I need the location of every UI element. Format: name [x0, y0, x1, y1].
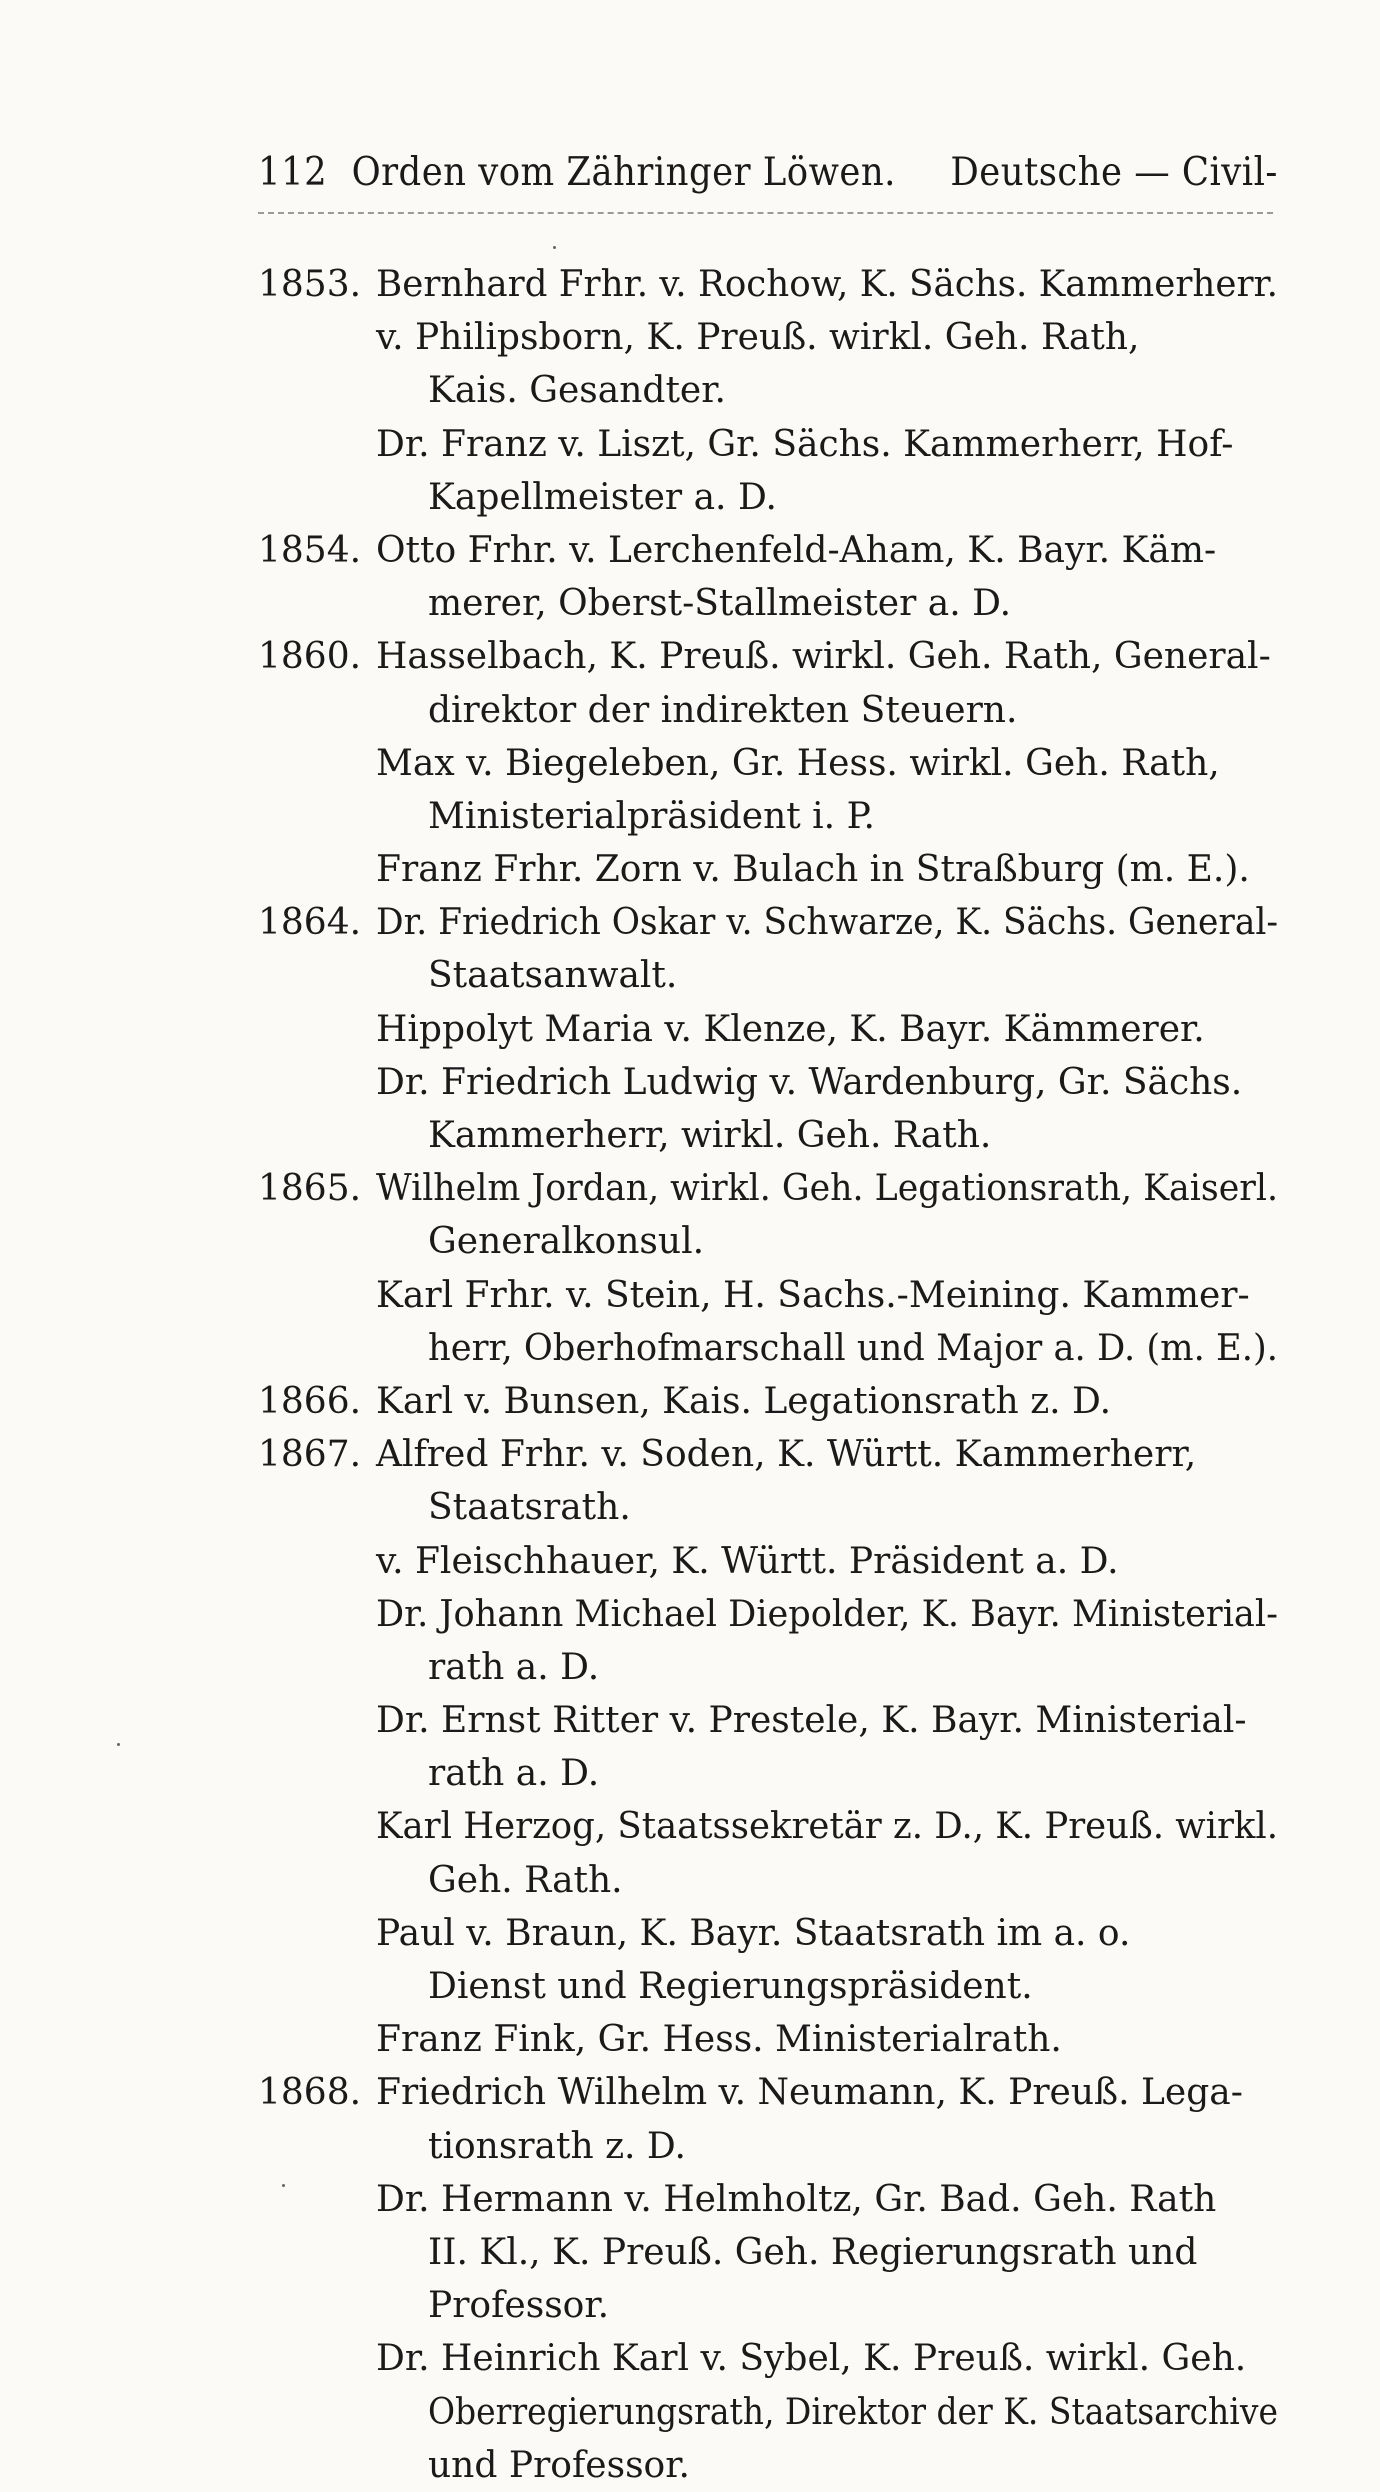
header-title: Orden vom Zähringer Löwen.: [351, 150, 896, 195]
entry-text: merer, Oberst-Stallmeister a. D.: [428, 583, 1012, 625]
entry-text: Hippolyt Maria v. Klenze, K. Bayr. Kämmerer.: [376, 1008, 1205, 1050]
entry-year: 1868.: [258, 2072, 362, 2114]
entry-line: [258, 1215, 1278, 1268]
entry-line: [258, 1800, 1278, 1853]
entry-text: Staatsanwalt.: [428, 955, 678, 997]
header-rule: [258, 212, 1273, 214]
entry-line: [258, 1694, 1278, 1747]
print-speck: [553, 246, 556, 249]
entry-text: Wilhelm Jordan, wirkl. Geh. Legationsrath, Kaiserl.: [376, 1168, 1279, 1210]
entry-line: [258, 790, 1278, 843]
page-number: 112: [258, 150, 328, 195]
entry-text: v. Fleischhauer, K. Württ. Präsident a. D.: [376, 1540, 1119, 1582]
entry-year: 1867.: [258, 1434, 362, 1476]
entry-line: [258, 2279, 1278, 2332]
entry-text: direktor der indirekten Steuern.: [428, 689, 1018, 731]
entry-line: [258, 2226, 1278, 2279]
entry-text: Dr. Friedrich Ludwig v. Wardenburg, Gr. Sächs.: [376, 1061, 1243, 1103]
entry-text: Paul v. Braun, K. Bayr. Staatsrath im a. o.: [376, 1912, 1131, 1954]
entry-line: [258, 418, 1278, 471]
entry-line: [258, 2066, 1278, 2119]
entry-line: [258, 2332, 1278, 2385]
entry-line: [258, 471, 1278, 524]
entry-text: Oberregierungsrath, Direktor der K. Staatsarchive: [428, 2391, 1278, 2433]
entry-line: [258, 949, 1278, 1002]
entry-line: [258, 2173, 1278, 2226]
entry-line: [258, 1003, 1278, 1056]
entry-line: [258, 1056, 1278, 1109]
entry-line: [258, 2386, 1278, 2439]
entry-line: [258, 2120, 1278, 2173]
entry-text: Hasselbach, K. Preuß. wirkl. Geh. Rath, General-: [376, 636, 1271, 678]
entry-line: [258, 364, 1278, 417]
entry-text: Dr. Johann Michael Diepolder, K. Bayr. Ministerial-: [376, 1593, 1278, 1635]
entry-text: Kais. Gesandter.: [428, 370, 726, 412]
entry-text: v. Philipsborn, K. Preuß. wirkl. Geh. Rath,: [376, 317, 1140, 359]
print-speck: [117, 1743, 120, 1746]
entry-line: [258, 1747, 1278, 1800]
entry-line: [258, 1907, 1278, 1960]
entry-text: Franz Fink, Gr. Hess. Ministerialrath.: [376, 2019, 1062, 2061]
entry-text: Dr. Franz v. Liszt, Gr. Sächs. Kammerherr, Hof-: [376, 423, 1234, 465]
entry-list: [258, 258, 1278, 2492]
entry-line: [258, 2013, 1278, 2066]
header-section: Deutsche — Civil-: [950, 150, 1278, 195]
entry-line: [258, 1109, 1278, 1162]
entry-text: Alfred Frhr. v. Soden, K. Württ. Kammerherr,: [376, 1434, 1197, 1476]
entry-line: [258, 630, 1278, 683]
entry-text: Ministerialpräsident i. P.: [428, 795, 875, 837]
entry-line: [258, 1535, 1278, 1588]
entry-line: [258, 1428, 1278, 1481]
entry-text: Geh. Rath.: [428, 1859, 623, 1901]
entry-text: Karl v. Bunsen, Kais. Legationsrath z. D.: [376, 1380, 1112, 1422]
entry-year: 1866.: [258, 1380, 362, 1422]
entry-text: Dr. Heinrich Karl v. Sybel, K. Preuß. wirkl. Geh.: [376, 2338, 1247, 2380]
entry-year: 1865.: [258, 1168, 362, 1210]
entry-text: rath a. D.: [428, 1753, 600, 1795]
entry-year: 1864.: [258, 902, 362, 944]
entry-line: [258, 684, 1278, 737]
entry-line: [258, 896, 1278, 949]
entry-line: [258, 311, 1278, 364]
entry-year: 1854.: [258, 529, 362, 571]
entry-text: II. Kl., K. Preuß. Geh. Regierungsrath und: [428, 2231, 1198, 2273]
entry-line: [258, 258, 1278, 311]
entry-text: Dr. Ernst Ritter v. Prestele, K. Bayr. Ministerial-: [376, 1700, 1247, 1742]
entry-text: Generalkonsul.: [428, 1221, 705, 1263]
entry-text: Franz Frhr. Zorn v. Bulach in Straßburg (m. E.).: [376, 849, 1250, 891]
entry-text: herr, Oberhofmarschall und Major a. D. (m. E.).: [428, 1327, 1279, 1369]
entry-text: Friedrich Wilhelm v. Neumann, K. Preuß. Lega-: [376, 2072, 1243, 2114]
entry-year: 1860.: [258, 636, 362, 678]
entry-text: und Professor.: [428, 2444, 690, 2486]
entry-text: Dr. Hermann v. Helmholtz, Gr. Bad. Geh. Rath: [376, 2178, 1217, 2220]
entry-year: 1853.: [258, 264, 362, 305]
entry-text: Karl Frhr. v. Stein, H. Sachs.-Meining. Kammer-: [376, 1274, 1250, 1316]
entry-line: [258, 1269, 1278, 1322]
entry-line: [258, 577, 1278, 630]
entry-line: [258, 1375, 1278, 1428]
entry-text: tionsrath z. D.: [428, 2125, 686, 2167]
entry-line: [258, 1162, 1278, 1215]
entry-text: Dr. Friedrich Oskar v. Schwarze, K. Sächs. General-: [376, 902, 1279, 944]
entry-text: Kapellmeister a. D.: [428, 476, 777, 518]
entry-line: [258, 2439, 1278, 2492]
running-header: [258, 148, 1278, 198]
entry-line: [258, 1960, 1278, 2013]
entry-line: [258, 1322, 1278, 1375]
entry-line: [258, 1588, 1278, 1641]
entry-line: [258, 737, 1278, 790]
entry-text: Dienst und Regierungspräsident.: [428, 1966, 1033, 2007]
entry-text: Karl Herzog, Staatssekretär z. D., K. Preuß. wirkl.: [376, 1806, 1279, 1848]
entry-text: Bernhard Frhr. v. Rochow, K. Sächs. Kammerherr.: [376, 264, 1278, 305]
entry-text: Staatsrath.: [428, 1487, 631, 1529]
entry-text: rath a. D.: [428, 1646, 600, 1688]
entry-text: Professor.: [428, 2285, 610, 2327]
entry-line: [258, 1854, 1278, 1907]
entry-line: [258, 1481, 1278, 1534]
entry-line: [258, 1641, 1278, 1694]
entry-line: [258, 843, 1278, 896]
entry-line: [258, 524, 1278, 577]
entry-text: Max v. Biegeleben, Gr. Hess. wirkl. Geh. Rath,: [376, 742, 1220, 784]
entry-text: Kammerherr, wirkl. Geh. Rath.: [428, 1115, 992, 1156]
entry-text: Otto Frhr. v. Lerchenfeld-Aham, K. Bayr. Käm-: [376, 529, 1217, 571]
